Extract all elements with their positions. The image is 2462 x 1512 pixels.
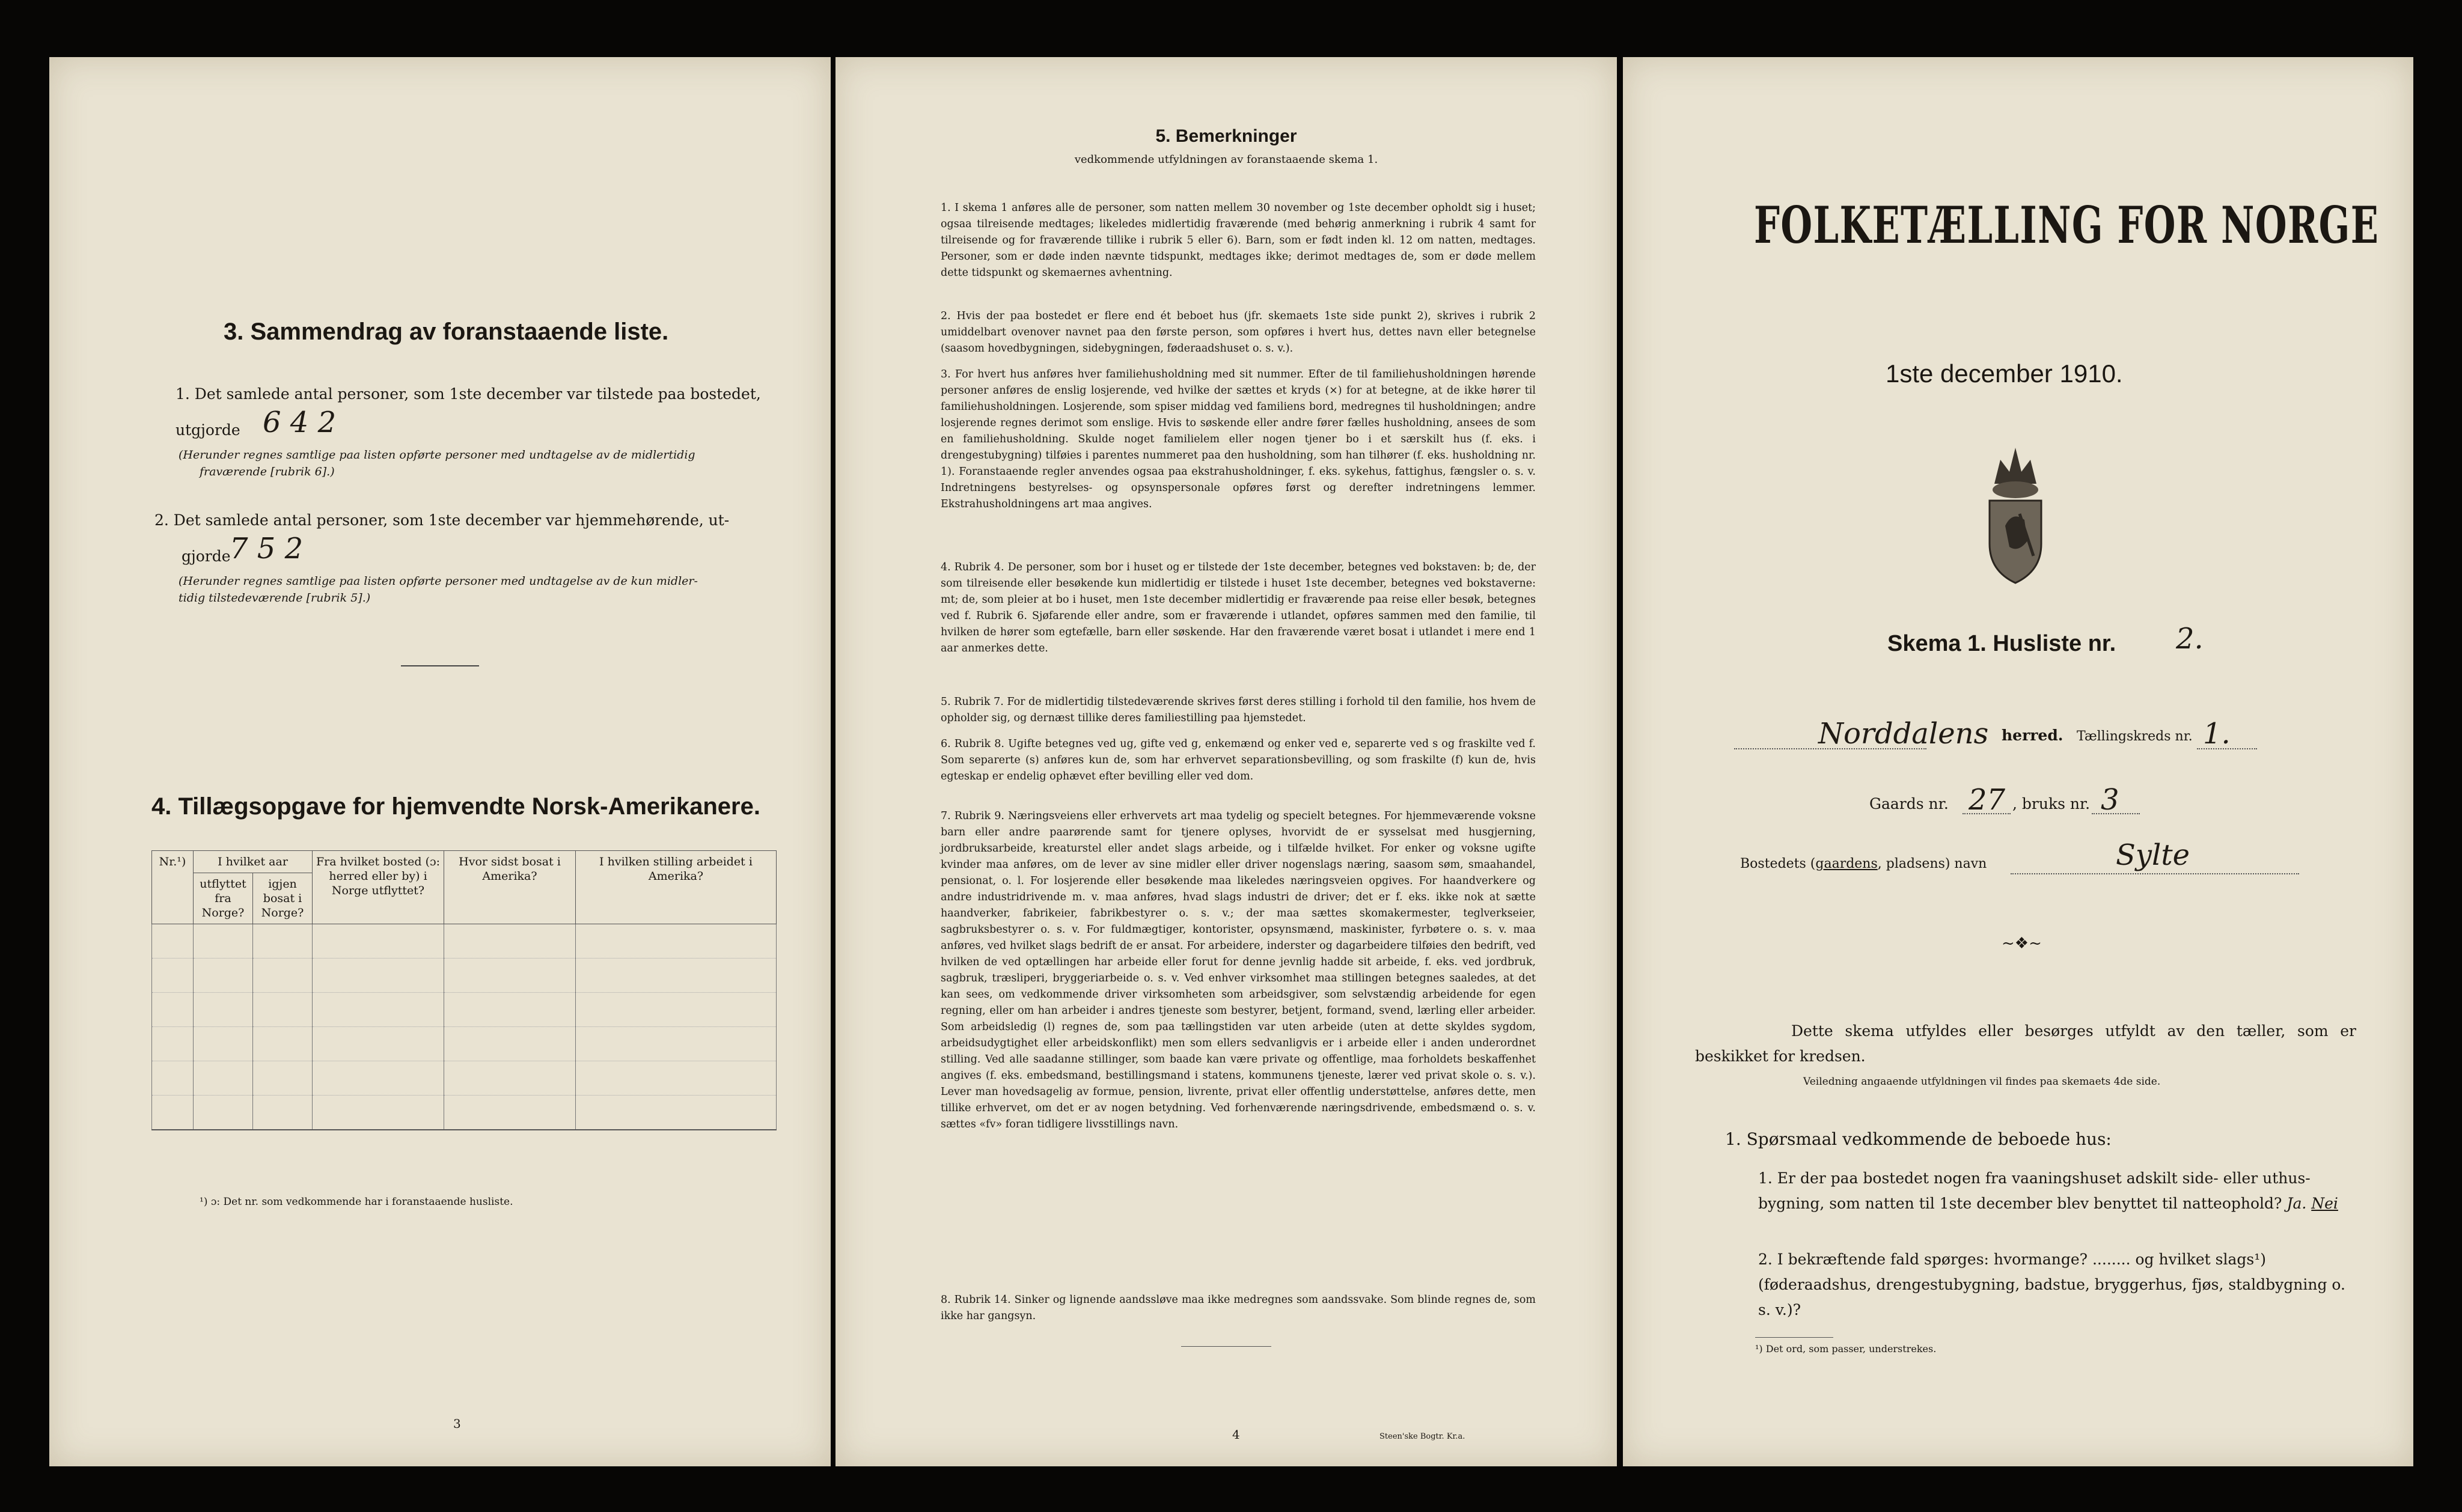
item1-text: 1. Det samlede antal personer, som 1ste december var tilstede paa bostedet, [176,385,761,403]
bosted-line [2011,873,2299,874]
remark-7: 7. Rubrik 9. Næringsveiens eller erhvervets art maa tydelig og specielt betegnes. For hjemmeværende voksne barn eller andre paarørende samt for tjenere oplyses, hvorvidt de er sysselsat med husgjerning, jordbruksarbeide, kreaturstel eller andet slags arbeide, og i tilfælde hvilket. For enker og voksne ugifte kvinder maa anføres, om de lever av sine midler eller driver nogenslags næring, saasom søm, smaahandel, pensionat, o. l. For losjerende eller besøkende maa likeledes næringsveien opgives. For haandverkere og andre industridrivende m. v. maa anføres, hvad slags industri de driver; det er f. eks. ikke nok at sætte haandverker, fabrikeier, fabrikbestyrer o. s. v.; der maa sættes skomakermester, teglverkseier, sagbruksbestyrer o. s. v. For fuldmægtiger, kontorister, opsynsmænd, maskinister, fyrbøtere o. s. v. maa anføres, ved hvilket slags bedrift de er ansat. For arbeidere, inderster og dagarbeidere tilføies den bedrift, ved hvilken de ved optællingen har arbeide eller forut for denne jevnlig hadde sit arbeide, f. eks. ved jordbruk, sagbruk, træsliperi, bryggeriarbeide o. s. v. Ved enhver virksomhet maa stillingen betegnes saaledes, at det kan sees, om vedkommende driver virksomheten som arbeidsgiver, som selvstændig arbeidende for egen regning, eller om han arbeider i andres tjeneste som bestyrer, betjent, formand, svend, lærling eller arbeider. Som arbeidsledig (l) regnes de, som paa tællingstiden var uten arbeide (uten at dette skyldes sygdom, arbeidsudygtighet eller arbeidskonflikt) men som ellers sedvanligvis er i arbeide eller i anden underordnet stilling. Ved alle saadanne stillinger, som baade kan være private og offentlige, maa forholdets beskaffenhet angives (f. eks. embedsmand, bestillingsmand i statens, kommunens tjeneste, lærer ved privat skole o. s. v.). Lever man hovedsagelig av formue, pension, livrente, privat eller offentlig understøttelse, anføres dette, men tillike erhvervet, om det er av nogen betydning. Ved forhenværende næringsdrivende, embedsmænd o. s. v. sættes «fv» foran tidligere livsstillings navn. [941,810,1536,1130]
question-2: 2. I bekræftende fald spørges: hvormange? ........ og hvilket slags¹) (føderaadshus, drengestubygning, badstue, bryggerhus, fjøs, staldbygning o. s. v.)? [1758,1251,2345,1318]
remark-3: 3. For hvert hus anføres hver familiehusholdning med sit nummer. Efter de til familiehusholdningen hørende personer anføres de enslig losjerende, ved hvilke der sættes et kryds (×) for at betegne, at de ikke hører til familiehusholdningen. Losjerende, som spiser middag ved familiens bord, medregnes til husholdningen; andre losjerende regnes derimot som enslige. Hvis to søskende eller andre fører fælles husholdning, ansees de som en familiehusholdning. Skulde noget familielem eller nogen tjener bo i et særskilt hus (f. eks. i drengestubygning) tilføies i parentes nummeret paa den husholdning, som han tilhører (f. eks. husholdning nr. 1). Foranstaaende regler anvendes ogsaa paa ekstrahusholdninger, f. eks. sykehus, fattighus, fængsler o. s. v. Indretningens bestyrelses- og opsynspersonale opføres først og derefter indretningens lemmer. Ekstrahusholdningens art maa angives. [941,368,1536,510]
item1-value: 6 4 2 [263,406,337,439]
remarks-subheading: vedkommende utfyldningen av foranstaaende skema 1. [1074,153,1378,166]
col-group-year: I hvilket aar [194,851,313,873]
remark-2: 2. Hvis der paa bostedet er flere end ét beboet hus (jfr. skemaets 1ste side punkt 2), skrives i rubrik 2 umiddelbart ovenover navnet paa den første person, som opføres i hvert hus, dettes navn eller betegnelse (saasom hovedbygningen, sidebygningen, føderaadshuset o. s. v.). [941,310,1536,355]
remarks-heading: 5. Bemerkninger [1155,126,1297,146]
item2-value: 7 5 2 [230,532,304,565]
divider [1181,1346,1271,1347]
bruks-value: 3 [2101,783,2119,817]
section4-heading: 4. Tillægsopgave for hjemvendte Norsk-Amerikanere. [151,793,760,820]
item1-prefix: utgjorde [176,421,240,439]
norsk-amerikaner-table [151,850,777,1130]
kreds-value: 1. [2203,717,2231,751]
col-from: Fra hvilket bosted (ɔ: herred eller by) i Norge utflyttet? [313,851,444,924]
census-title: FOLKETÆLLING FOR NORGE [1754,195,2380,255]
printer-mark: Steen'ske Bogtr. Kr.a. [1379,1432,1465,1441]
remark-6: 6. Rubrik 8. Ugifte betegnes ved ug, gifte ved g, enkemænd og enker ved e, separerte ved s og fraskilte ved f. Som separerte (s) anføres kun de, som har erhvervet separationsbevilling, og som fraskilte (f) kun de, hvis egteskap er endelig ophævet efter bevilling eller ved dom. [941,738,1536,782]
schema-number: 2. [2176,622,2204,656]
table-row [152,1027,777,1061]
instructions-main: Dette skema utfyldes eller besørges utfyldt av den tæller, som er beskikket for kredsen. [1695,1022,2356,1065]
remark-1: 1. I skema 1 anføres alle de personer, som natten mellem 30 november og 1ste december opholdt sig i huset; ogsaa tilreisende medtages; likeledes midlertidig fraværende (med behørig anmerkning i rubrik 4 samt for tilreisende og for fraværende tillike i rubrik 5 eller 6). Barn, som er født inden kl. 12 om natten, medtages. Personer, som er døde inden nævnte tidspunkt, medtages ikke; derimot medtages de, som er døde mellem dette tidspunkt og skemaernes avhentning. [941,202,1536,279]
page-left [49,57,831,1466]
table-footnote: ¹) ɔ: Det nr. som vedkommende har i foranstaaende husliste. [200,1196,513,1208]
col-lived: Hvor sidst bosat i Amerika? [444,851,576,924]
right-footnote: ¹) Det ord, som passer, understrekes. [1755,1343,1937,1355]
bosted-value: Sylte [2116,838,2190,872]
col-nr: Nr.¹) [152,851,194,924]
page-middle [835,57,1617,1466]
answer-nei: Nei [2311,1195,2338,1212]
col-emigrated: utflyttet fra Norge? [194,873,253,924]
gaards-value: 27 [1969,783,2006,817]
page-number-middle: 4 [1232,1427,1240,1442]
census-date: 1ste december 1910. [1886,359,2123,388]
page-right [1623,57,2413,1466]
bosted-label-underlined: gaardens [1815,856,1878,871]
remark-5: 5. Rubrik 7. For de midlertidig tilstedeværende skrives først deres stilling i forhold til den familie, hos hvem de opholder sig, og dernæst tillike deres familiestilling paa hjemstedet. [941,696,1536,724]
item2-note2: tidig tilstedeværende [rubrik 5].) [179,591,371,605]
col-returned: igjen bosat i Norge? [253,873,313,924]
instructions-guide: Veiledning angaaende utfyldningen vil findes paa skemaets 4de side. [1803,1076,2161,1088]
remark-4: 4. Rubrik 4. De personer, som bor i huset og er tilstede der 1ste december, betegnes ved bokstaven: b; de, der som tilreisende eller besøkende kun midlertidig er tilstede i huset 1ste december, betegnes ved bokstaverne: mt; de, som pleier at bo i huset, men 1ste december midlertidig er fraværende paa reise eller besøk, betegnes ved f. Rubrik 6. Sjøfarende eller andre, som er fraværende i utlandet, opføres sammen med den familie, til hvilken de hører som egtefælle, barn eller søskende. Har den fraværende været bosat i utlandet i mere end 1 aar anmerkes dette. [941,561,1536,654]
table-row [152,924,777,959]
divider [401,665,479,666]
norway-coat-of-arms-icon [1982,436,2048,588]
item2-prefix: gjorde [182,547,231,565]
kreds-label: Tællingskreds nr. [2077,729,2193,744]
gaards-label: Gaards nr. [1869,795,1949,812]
item2-note1: (Herunder regnes samtlige paa listen opførte personer med undtagelse av de kun midler- [179,575,698,588]
schema-label: Skema 1. Husliste nr. [1887,631,2116,656]
ornament-icon: ~❖~ [2002,934,2042,953]
remark-8: 8. Rubrik 14. Sinker og lignende aandssløve maa ikke medregnes som aandssvake. Som blinde regnes de, som ikke har gangsyn. [941,1294,1536,1322]
bosted-label [1740,856,1987,871]
questions-heading: 1. Spørsmaal vedkommende de beboede hus: [1725,1129,2112,1149]
question-1-text: 1. Er der paa bostedet nogen fra vaaningshuset adskilt side- eller uthus-bygning, som natten til 1ste december blev benyttet til natteophold? [1758,1169,2311,1212]
col-position: I hvilken stilling arbeidet i Amerika? [576,851,777,924]
bosted-label-pre: Bostedets ( [1740,856,1816,871]
answer-ja: Ja. [2286,1195,2307,1212]
table-row [152,1096,777,1130]
table-row [152,993,777,1027]
item2-text: 2. Det samlede antal personer, som 1ste december var hjemmehørende, ut- [154,511,730,529]
herred-value: Norddalens [1818,717,1989,751]
divider [1755,1337,1833,1338]
herred-label: herred. [2002,727,2063,744]
bruks-label: , bruks nr. [2012,795,2091,812]
page-number-left: 3 [453,1416,461,1431]
item1-note1: (Herunder regnes samtlige paa listen opførte personer med undtagelse av de midlertidig [179,448,695,462]
item1-note2: fraværende [rubrik 6].) [200,465,335,478]
bosted-label-post: , pladsens) navn [1877,856,1987,871]
question-1 [1758,1166,2359,1216]
table-row [152,1061,777,1096]
section3-heading: 3. Sammendrag av foranstaaende liste. [224,319,669,345]
table-row [152,959,777,993]
